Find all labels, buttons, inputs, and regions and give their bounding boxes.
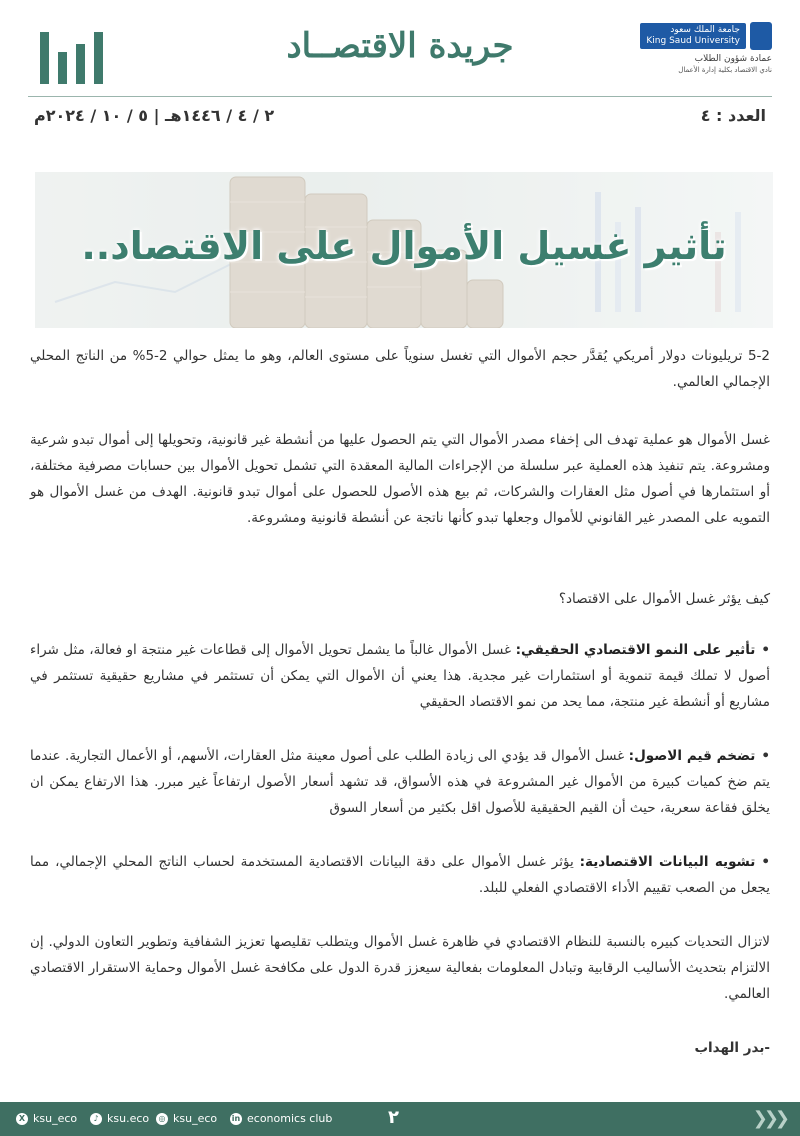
social-instagram-link[interactable] [156, 1112, 217, 1125]
bullet-text: غسل الأموال غالباً ما يشمل تحويل الأموال إلى قطاعات غير منتجة او فعالة، مثل شراء أصول لا تملك قيمة تنموية أو استثمارات غير مجدية. هذا يعني أن الأموال التي يمكن أن تستثمر في مشاريع حقيقية تستثمر في مشاريع أو أنشطة غير منتجة، مما يحد من نمو الاقتصاد الحقيقي [30, 642, 770, 710]
question-paragraph: كيف يؤثر غسل الأموال على الاقتصاد؟ [558, 591, 770, 607]
bullet-text: غسل الأموال قد يؤدي الى زيادة الطلب على أصول معينة مثل العقارات، الأسهم، أو الأعمال التجارية. عندما يتم ضخ كميات كبيرة من الأموال غير المشروعة في هذه الأسواق، قد تشهد أسعار الأصول ارتفاعاً غير مبرر. هذا الارتفاع يمكن ان يخلق فقاعة سعرية، حيث أن القيم الحقيقية للأصول اقل بكثير من أسعار السوق [30, 748, 770, 816]
club-name: نادي الاقتصاد بكلية إدارة الأعمال [678, 66, 772, 74]
article-title: تأثير غسيل الأموال على الاقتصاد.. [81, 224, 727, 268]
bullet-marker: • [761, 642, 770, 658]
conclusion-paragraph: لاتزال التحديات كبيره بالنسبة للنظام الاقتصادي في ظاهرة غسل الأموال ويتطلب تقليصها تعزيز الشفافية وتطوير التعاون الدولي. إن الالتزام بتحديث الأساليب الرقابية وتبادل المعلومات بفعالية سيعزز قدرة الدول على مكافحة غسل الأموال وحماية الاستقرار الاقتصادي العالمي. [30, 934, 770, 1002]
bullet-title: تأثير على النمو الاقتصادي الحقيقي: [515, 642, 756, 658]
university-name: جامعة الملك سعود King Saud University [640, 23, 746, 49]
issue-number: العدد : ٤ [700, 106, 766, 125]
university-badge [632, 22, 772, 50]
bullet-title: تشويه البيانات الاقتصادية: [579, 854, 756, 870]
definition-paragraph: غسل الأموال هو عملية تهدف الى إخفاء مصدر الأموال التي يتم الحصول عليها من أنشطة غير قانونية، وتحويلها إلى أموال تبدو شرعية ومشروعة. يتم تنفيذ هذه العملية عبر سلسلة من الإجراءات المالية المعقدة التي تشمل تحويل الأموال بين حسابات مصرفية مختلفة، أو استثمارها في أصول مثل العقارات والشركات، ثم بيع هذه الأصول للحصول على أموال تبدو قانونية. الهدف من غسل الأموال هو التمويه على المصدر غير القانوني للأموال وجعلها تبدو كأنها ناتجة عن أنشطة قانونية ومشروعة. [30, 432, 770, 526]
author-signature: -بدر الهداب [694, 1040, 770, 1056]
article-banner [35, 172, 773, 328]
header-divider [28, 96, 772, 97]
page-footer [0, 1102, 800, 1136]
page-number: ٢ [388, 1107, 399, 1128]
bullet-text: يؤثر غسل الأموال على دقة البيانات الاقتصادية المستخدمة لحساب الناتج المحلي الإجمالي، مما يجعل من الصعب تقييم الأداء الاقتصادي الفعلي للبلد. [30, 854, 770, 896]
bullet-marker: • [761, 854, 770, 870]
issue-date: ٢ / ٤ / ١٤٤٦هـ | ٥ / ١٠ / ٢٠٢٤م [34, 106, 275, 125]
bullet-data-distortion [30, 849, 770, 901]
newspaper-title: جريدة الاقتصــاد [286, 26, 514, 66]
social-handle: ksu.eco [107, 1112, 150, 1125]
social-tiktok-link[interactable] [90, 1112, 149, 1125]
tiktok-icon: ♪ [90, 1113, 102, 1125]
bullet-asset-inflation [30, 743, 770, 821]
social-linkedin-link[interactable] [230, 1112, 332, 1125]
intro-paragraph: 5-2 تريليونات دولار أمريكي يُقدَّر حجم الأموال التي تغسل سنوياً على مستوى العالم، وهو ما يمثل حوالي 2-5% من الناتج المحلي الإجمالي العالمي. [30, 348, 770, 390]
bullet-marker: • [761, 748, 770, 764]
page-header [0, 0, 800, 100]
department-name: عمادة شؤون الطلاب [694, 54, 772, 64]
social-x-link[interactable] [16, 1112, 77, 1125]
issue-info-row [34, 106, 766, 132]
instagram-icon: ◎ [156, 1113, 168, 1125]
linkedin-icon: in [231, 1113, 241, 1123]
university-logo-block [632, 22, 772, 74]
university-crest-icon [750, 22, 772, 50]
chevrons-right-icon: ❯❯❯ [752, 1108, 786, 1129]
social-handle: ksu_eco [33, 1112, 78, 1125]
social-handle: ksu_eco [173, 1112, 218, 1125]
social-handle: economics club [247, 1112, 333, 1125]
economics-club-logo-icon [38, 30, 110, 86]
x-icon: X [16, 1113, 28, 1125]
bullet-growth [30, 637, 770, 715]
bullet-title: تضخم قيم الاصول: [628, 748, 756, 764]
